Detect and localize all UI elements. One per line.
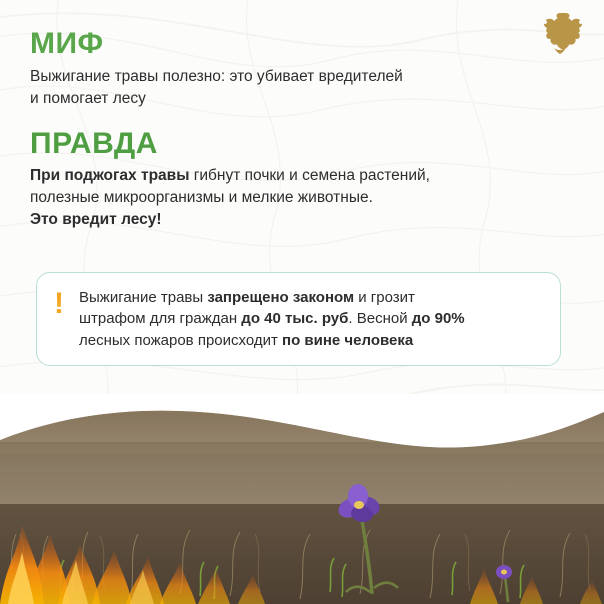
callout-text <box>79 287 465 351</box>
photo-illustration <box>0 394 604 604</box>
truth-text-line3: Это вредит лесу! <box>30 211 162 228</box>
myth-block <box>30 28 578 110</box>
callout-bold1: запрещено законом <box>207 289 355 306</box>
callout-bold4: по вине человека <box>282 331 414 349</box>
myth-text-line1: Выжигание травы полезно: это убивает вредителей <box>30 67 403 85</box>
callout-bold3: до 90% <box>411 310 465 328</box>
exclamation-icon: ! <box>54 287 64 320</box>
callout-part1: Выжигание травы <box>79 289 208 306</box>
callout-part3: штрафом для граждан <box>79 310 242 328</box>
myth-text-line2: и помогает лесу <box>30 89 146 107</box>
truth-text-line2: полезные микроорганизмы и мелкие животные. <box>30 189 373 206</box>
truth-text <box>30 165 578 231</box>
legal-warning-callout <box>36 272 561 366</box>
myth-heading: МИФ <box>30 27 104 60</box>
truth-block <box>30 128 578 232</box>
callout-part4: . Весной <box>348 310 412 328</box>
callout-bold2: до 40 тыс. руб <box>241 310 349 328</box>
truth-lead-bold: При поджогах травы <box>30 167 190 184</box>
poster-content <box>30 28 578 231</box>
myth-text <box>30 66 578 110</box>
callout-part2: и грозит <box>354 289 415 306</box>
callout-part5: лесных пожаров происходит <box>79 331 283 349</box>
burning-grass-photo <box>0 394 604 604</box>
truth-text-rest: гибнут почки и семена растений, <box>189 167 430 184</box>
truth-heading: ПРАВДА <box>30 126 158 160</box>
